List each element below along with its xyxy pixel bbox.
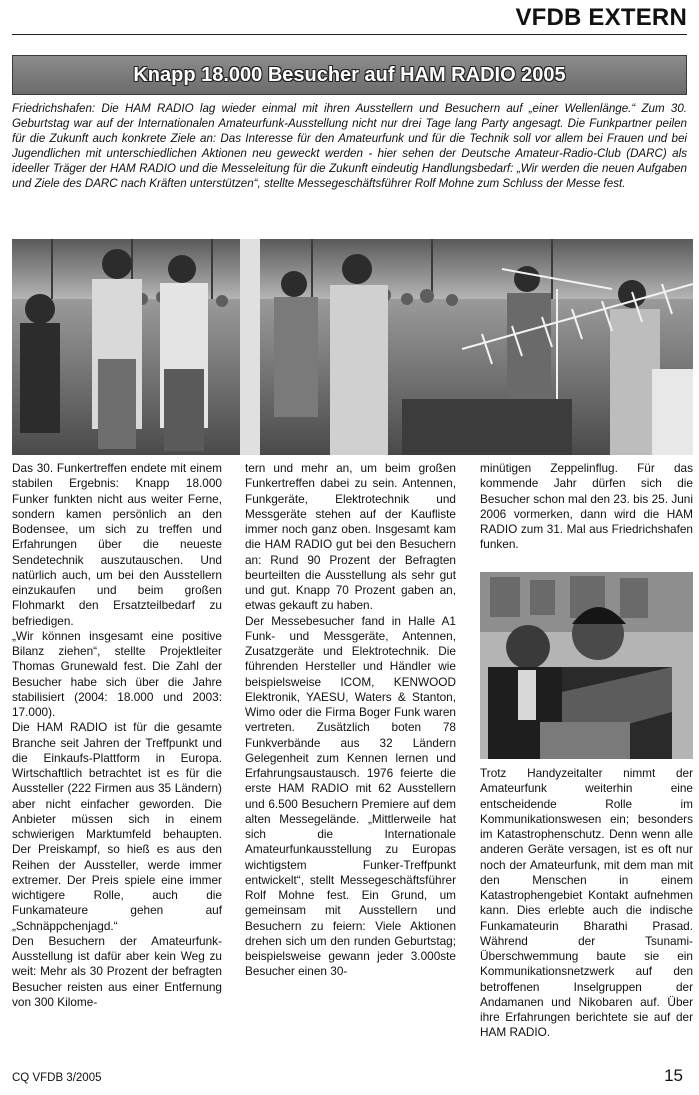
exhibition-hall-illustration [12,239,693,455]
article-column-1 [12,461,222,1010]
article-title-bar [12,55,687,95]
article-column-3-bottom [480,766,693,1041]
article-title: Knapp 18.000 Besucher auf HAM RADIO 2005 [133,63,566,86]
paragraph: Die HAM RADIO ist für die gesamte Branche seit Jahren der Treffpunkt und die Einkaufs-Plattform in Europa. Wirtschaftlich betrachtet ist es für die Aussteller (222 Firmen aus 35 Ländern) aber nicht einfacher geworden. Die Anbieter müssen sich in einem schwierigen Marktumfeld behaupten. Der Preiskampf, so hieß es aus den Reihen der Aussteller, werde immer extremer. Der Preis spiele eine immer wichtigere Rolle, auch die Funkamateure gehen auf „Schnäppchenjagd.“ [12,720,222,933]
header-divider [12,34,687,35]
paragraph: Das 30. Funkertreffen endete mit einem stabilen Ergebnis: Knapp 18.000 Funker funkten nicht aus weiter Ferne, sondern kamen persönlich an den Bodensee, um sich zu treffen und Erfahrungen über die neueste Sendetechnik auszutauschen. Und natürlich auch, um bei den Ausstellern einzukaufen und beim großen Flohmarkt den Ersatzteilbedarf zu befriedigen. [12,461,222,628]
section-label: VFDB EXTERN [515,4,687,31]
portrait-illustration [480,572,693,759]
exhibition-hall-photo [12,239,693,455]
article-column-2 [245,461,456,980]
paragraph: „Wir können insgesamt eine positive Bilanz ziehen“, stellte Projektleiter Thomas Grunewald fest. Die Zahl der Besucher habe sich über die Jahre stabilisiert (2004: 18.000 und 2003: 17.000). [12,628,222,719]
page-number: 15 [664,1066,683,1085]
article-column-3-top [480,461,693,553]
paragraph: Trotz Handyzeitalter nimmt der Amateurfunk weiterhin eine entscheidende Rolle im Kommunikationswesen ein; besonders im Katastrophenschutz. Denn wenn alle anderen Geräte versagen, ist es oft nur noch der Amateurfunk, mit dem man mit den Menschen in einem Katastrophengebiet Kontakt aufnehmen kann. Dies erlebte auch die indische Funkamateurin Bharathi Prasad. Während der Tsunami-Überschwemmung baute sie ein Kommunikationsnetzwerk auf den betroffenen Inselgruppen der Andamanen und Nikobaren auf. Über ihre Erfahrungen berichtete sie auf der HAM RADIO. [480,766,693,1040]
portrait-photo [480,572,693,759]
article-lead: Friedrichshafen: Die HAM RADIO lag wieder einmal mit ihren Ausstellern und Besuchern auf „einer Wellenlänge.“ Zum 30. Geburtstag war auf der Internationalen Amateurfunk-Ausstellung nicht nur drei Tage lang Party angesagt. Die Funkpartner peilen für die Zukunft auch konkrete Ziele an: Das Interesse für den Amateurfunk und für die Technik soll vor allem bei Frauen und bei Jugendlichen mit unterschiedlichen Aktionen neu geweckt werden - hier sehen der Deutsche Amateur-Radio-Club (DARC) als ideeller Träger der HAM RADIO und die Messeleitung für die Zukunft eindeutig Handlungsbedarf: „Wir werden die neuen Aufgaben und Ziele des DARC nach Kräften unterstützen“, stellte Messegeschäftsführer Rolf Mohne zum Schluss der Messe fest. [12,102,687,190]
paragraph: Den Besuchern der Amateurfunk-Ausstellung ist dafür aber kein Weg zu weit: Mehr als 30 Prozent der befragten Besucher reisten aus einer Entfernung von 300 Kilome- [12,933,222,1009]
paragraph: Der Messebesucher fand in Halle A1 Funk- und Messgeräte, Antennen, Zusatzgeräte und Elektrotechnik. Die führenden Hersteller und Händler wie beispielsweise ICOM, KENWOOD Elektronik, YAESU, Waters & Stanton, Wimo oder die Firma Boger Funk waren vertreten. Zusätzlich boten 78 Funkverbände aus 32 Ländern Gelegenheit zum Kennen lernen und Erfahrungsaustausch. 1976 feierte die erste HAM RADIO mit 62 Ausstellern und 6.500 Besuchern Premiere auf dem alten Messegelände. „Mittlerweile hat sich die Internationale Amateurfunkausstellung zu Europas wichtigstem Funker-Treffpunkt entwickelt“, stellt Messegeschäftsführer Rolf Mohne fest. Ein Grund, um gemeinsam mit Ausstellern und Besuchern zu feiern: Viele Aktionen drehen sich um den runden Geburtstag; beispielsweise gewann jeder 3.000ste Besucher einen 30- [245,613,456,979]
publication-info: CQ VFDB 3/2005 [12,1072,102,1084]
paragraph: tern und mehr an, um beim großen Funkertreffen dabei zu sein. Antennen, Funkgeräte, Elektrotechnik und Messgeräte stehen auf der Kaufliste immer noch ganz oben. Insgesamt kam die HAM RADIO gut bei den Besuchern an: Rund 90 Prozent der Befragten beurteilten die Ausstellung als sehr gut und gut. Knapp 70 Prozent gaben an, etwas gekauft zu haben. [245,461,456,613]
paragraph: minütigen Zeppelinflug. Für das kommende Jahr dürfen sich die Besucher schon mal den 23. bis 25. Juni 2006 vormerken, dann wird die HAM RADIO zum 31. Mal aus Friedrichshafen funken. [480,461,693,552]
